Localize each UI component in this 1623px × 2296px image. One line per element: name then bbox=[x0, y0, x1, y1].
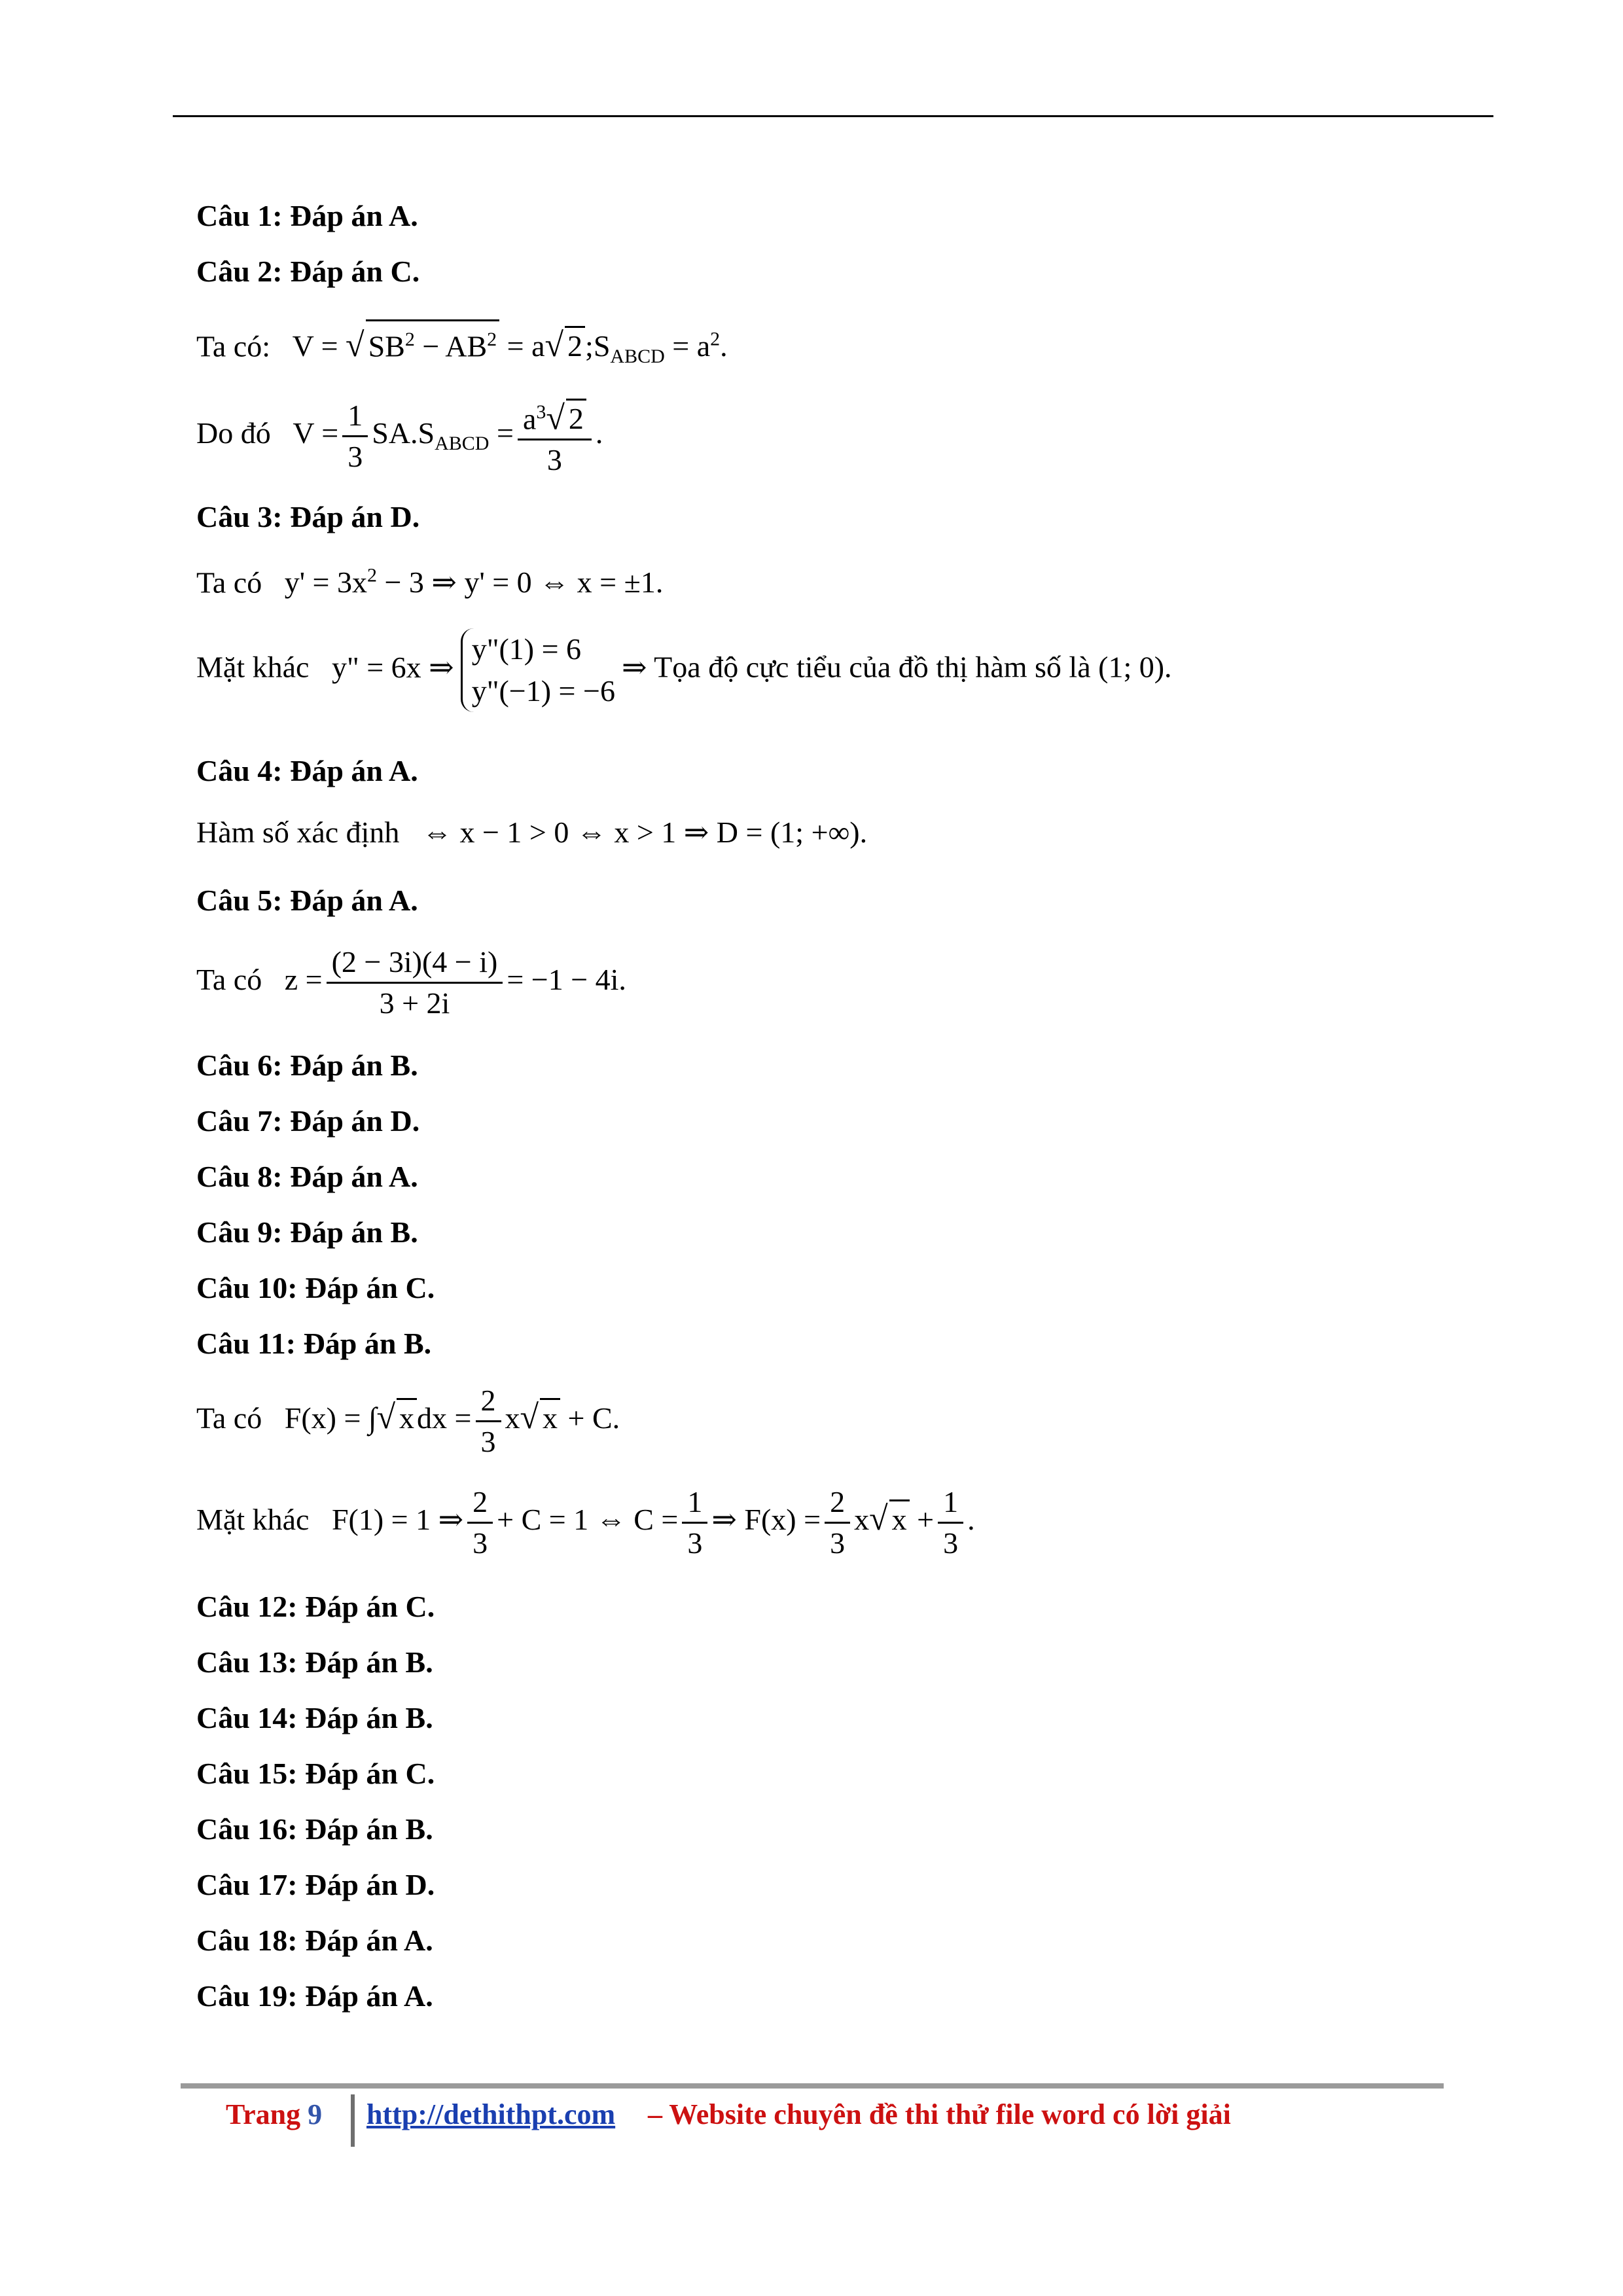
solution-q4 bbox=[196, 813, 867, 852]
label-mat-khac: Mặt khác bbox=[196, 650, 310, 684]
label-ta-co: Ta có bbox=[196, 1401, 262, 1435]
formula-derivative: $y' = 3x^2 - 3$ ⇒ y' = 0 ⇔ x = ±1. bbox=[269, 565, 664, 600]
answer-q1: Câu 1: Đáp án A. bbox=[196, 199, 418, 232]
label-do-do: Do đó bbox=[196, 416, 271, 450]
answer-q4: Câu 4: Đáp án A. bbox=[196, 754, 418, 787]
solution-q5 bbox=[196, 942, 626, 1023]
label-mat-khac: Mặt khác bbox=[196, 1503, 310, 1537]
formula-volume: V = $\frac{1}{3}$ $SA.S_{ABCD}$ = $\frac{a^3√ 2}{3}$ . bbox=[278, 416, 603, 450]
formula-domain: ⇔ x − 1 > 0 ⇔ x > 1 ⇒ D = (1; +∞). bbox=[406, 816, 868, 849]
answer-q16: Câu 16: Đáp án B. bbox=[196, 1812, 433, 1846]
formula-min-point: (1; 0). bbox=[1098, 650, 1172, 684]
answer-q12: Câu 12: Đáp án C. bbox=[196, 1590, 435, 1623]
answer-q13: Câu 13: Đáp án B. bbox=[196, 1645, 433, 1679]
solution-q11-line2 bbox=[196, 1482, 975, 1563]
answer-q2: Câu 2: Đáp án C. bbox=[196, 255, 420, 288]
answer-q14: Câu 14: Đáp án B. bbox=[196, 1701, 433, 1734]
solution-q11-line1 bbox=[196, 1381, 620, 1462]
answer-q8: Câu 8: Đáp án A. bbox=[196, 1160, 418, 1193]
answer-q7: Câu 7: Đáp án D. bbox=[196, 1104, 420, 1138]
answer-q17: Câu 17: Đáp án D. bbox=[196, 1868, 435, 1901]
formula-complex: z = $\frac{(2 - 3i)(4 - i)}{3 + 2i}$ = −1 − 4i. bbox=[270, 963, 626, 996]
answer-q6: Câu 6: Đáp án B. bbox=[196, 1049, 418, 1082]
answer-q3: Câu 3: Đáp án D. bbox=[196, 500, 420, 533]
answer-q18: Câu 18: Đáp án A. bbox=[196, 1924, 433, 1957]
label-toa-do: Tọa độ cực tiểu của đồ thị hàm số là bbox=[654, 650, 1091, 684]
solution-q3-line2 bbox=[196, 628, 1172, 712]
footer-page-indicator bbox=[226, 2098, 322, 2131]
label-ta-co: Ta có bbox=[196, 565, 262, 600]
answer-q5: Câu 5: Đáp án A. bbox=[196, 884, 418, 917]
solution-q2-line2 bbox=[196, 393, 603, 480]
footer-link[interactable]: http://dethithpt.com bbox=[366, 2098, 616, 2130]
solution-q2-line1 bbox=[196, 319, 728, 377]
answer-q9: Câu 9: Đáp án B. bbox=[196, 1215, 418, 1249]
answer-q15: Câu 15: Đáp án C. bbox=[196, 1757, 435, 1790]
page-number: 9 bbox=[308, 2098, 323, 2130]
formula-integral: F(x) = ∫√ xdx = $\frac{2}{3}$ x√ x + C. bbox=[270, 1401, 620, 1435]
label-ham-so: Hàm số xác định bbox=[196, 816, 400, 849]
solution-q3-line1 bbox=[196, 556, 663, 602]
footer-separator bbox=[351, 2094, 355, 2147]
formula-constant: F(1) = 1 ⇒ $\frac{2}{3}$ + C = 1 ⇔ C = $\frac{1}{3}$ ⇒ F(x) = $\frac{2}{3}$ x√ x + $\frac{1}{3}$ . bbox=[317, 1503, 975, 1536]
label-ta-co: Ta có: bbox=[196, 329, 271, 363]
top-rule bbox=[173, 115, 1493, 117]
answer-q19: Câu 19: Đáp án A. bbox=[196, 1979, 433, 2013]
page-label: Trang bbox=[226, 2098, 301, 2130]
answer-q11: Câu 11: Đáp án B. bbox=[196, 1327, 432, 1360]
answer-q10: Câu 10: Đáp án C. bbox=[196, 1271, 435, 1304]
formula-second-derivative: y" = 6x ⇒ y"(1) = 6 y"(−1) = −6 ⇒ bbox=[317, 651, 654, 684]
footer-description: – Website chuyên đề thi thử file word có lời giải bbox=[648, 2098, 1231, 2130]
label-ta-co: Ta có bbox=[196, 963, 262, 997]
formula-volume-height: V = √ $SB^2 - AB^2 = a√$ $2;S_{ABCD} = a^2$. bbox=[278, 329, 728, 363]
footer-rule bbox=[181, 2083, 1444, 2089]
